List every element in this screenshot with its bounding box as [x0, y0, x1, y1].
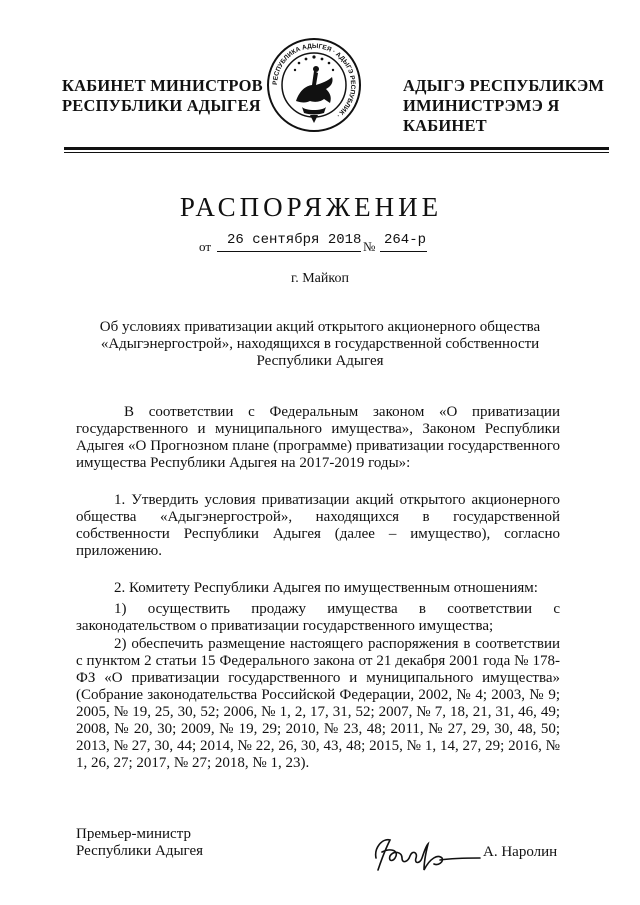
date-prefix: от	[199, 239, 212, 254]
document-number: 264-р	[384, 232, 427, 248]
handwritten-signature	[368, 828, 483, 878]
issuer-name-adyghe	[403, 76, 623, 136]
seal-lettering: РЕСПУБЛИКА АДЫГЕЯ · АДЫГЭ РЕСПУБЛИК ·	[271, 42, 357, 119]
clause-2-item-1: 1) осуществить продажу имущества в соответствии с	[114, 601, 560, 617]
number-prefix: №	[363, 239, 376, 254]
preamble-paragraph: В соответствии с Федеральным законом «О приватизации государственного и муниципального имущества», Законом Республики Адыгея «О Прогнозном плане (программе) приватизации государственного имущества Республики Адыгея на 2017-2019 годы»:	[76, 404, 560, 471]
header-divider-thin	[64, 152, 609, 153]
clause-1-paragraph: 1. Утвердить условия приватизации акций открытого акционерного общества «Адыгэнергострой», находящихся в государственной собственности Республики Адыгея (далее – имущество), согласно приложению.	[76, 492, 560, 559]
signatory-title	[76, 826, 276, 860]
clause-2-item-2: 2) обеспечить размещение настоящего распоряжения в соответствии с пунктом 2 статьи 15 Федерального закона от 21 декабря 2001 года № 178-ФЗ «О приватизации государственного и муниципального имущества» (Собрание законодательства Российской Федерации, 2002, № 4; 2003, № 9; 2005, № 19, 25, 30, 52; 2006, № 1, 2, 17, 31, 52; 2007, № 7, 18, 21, 31, 46, 49; 2008, № 20, 30; 2009, № 19, 29; 2010, № 23, 48; 2011, № 27, 29, 30, 48, 50; 2013, № 27, 30, 44; 2014, № 22, 26, 30, 43, 48; 2015, № 1, 14, 27, 29; 2016, № 1, 26, 27; 2017, № 27; 2018, № 1, 23).	[76, 636, 560, 771]
signatory-title-line-1: Премьер-министр	[76, 826, 191, 842]
clause-2-heading: 2. Комитету Республики Адыгея по имущественным отношениям:	[114, 580, 538, 596]
issuer-line-2-adyghe: ИМИНИСТРЭМЭ Я КАБИНЕТ	[403, 96, 560, 135]
coat-of-arms-icon	[266, 37, 362, 133]
issuer-name-russian	[62, 76, 282, 116]
clause-2-item-1-continuation: законодательством о приватизации государственного имущества;	[76, 618, 494, 634]
issue-city: г. Майкоп	[291, 271, 349, 286]
document-subject: Об условиях приватизации акций открытого акционерного общества «Адыгэнергострой», находящихся в государственной собственности Республики Адыгея	[99, 319, 541, 369]
issuer-line-1-adyghe: АДЫГЭ РЕСПУБЛИКЭМ	[403, 76, 605, 95]
header-divider	[64, 147, 609, 150]
document-date: 26 сентября 2018	[227, 232, 362, 248]
date-number-line	[195, 230, 435, 256]
issuer-line-2: РЕСПУБЛИКИ АДЫГЕЯ	[62, 96, 261, 115]
document-title: РАСПОРЯЖЕНИЕ	[179, 192, 443, 222]
number-underline	[380, 251, 427, 252]
signatory-name: А. Наролин	[483, 844, 558, 860]
signatory-title-line-2: Республики Адыгея	[76, 843, 204, 859]
date-underline	[217, 251, 361, 252]
issuer-line-1: КАБИНЕТ МИНИСТРОВ	[62, 76, 263, 95]
